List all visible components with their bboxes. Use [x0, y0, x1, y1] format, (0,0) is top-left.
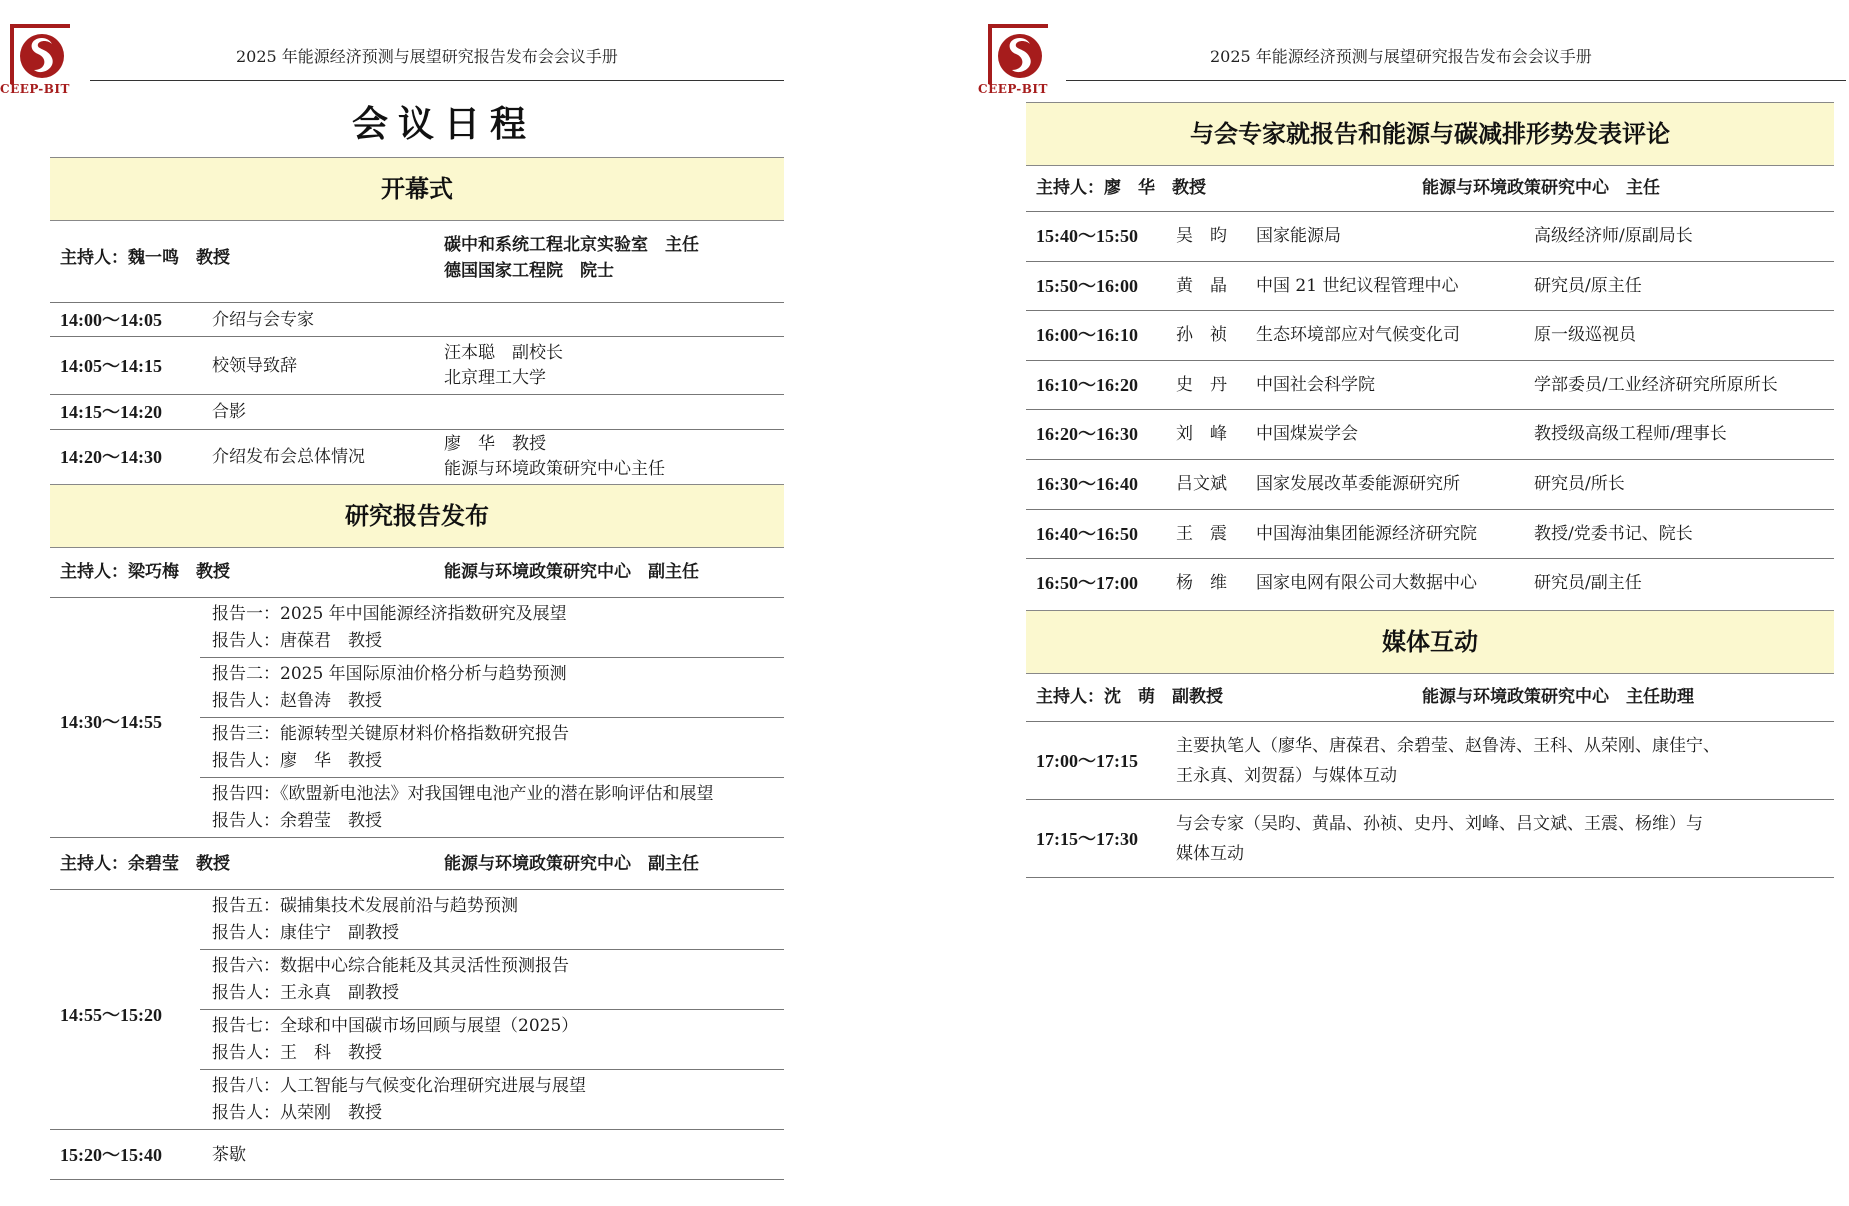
expert-name: 刘 峰 — [1176, 424, 1227, 445]
report-row — [200, 718, 784, 778]
expert-time: 16:30～16:40 — [1036, 474, 1138, 494]
expert-time: 16:10～16:20 — [1036, 374, 1138, 395]
report-speaker: 报告人：康佳宁 副教授 — [212, 923, 399, 943]
row-note: 廖 华 教授 — [444, 434, 546, 454]
release-host-role-2: 能源与环境政策研究中心 副主任 — [444, 854, 699, 874]
media-line: 与会专家（吴昀、黄晶、孙祯、史丹、刘峰、吕文斌、王震、杨维）与 — [1176, 814, 1703, 834]
expert-title: 教授/党委书记、院长 — [1534, 523, 1693, 544]
break-item: 茶歇 — [212, 1145, 246, 1165]
media-time: 17:00～17:15 — [1036, 751, 1138, 771]
expert-org: 中国 21 世纪议程管理中心 — [1256, 275, 1459, 296]
row-note: 汪本聪 副校长 — [444, 343, 563, 363]
right-page — [978, 0, 1849, 1206]
expert-name: 王 震 — [1176, 523, 1227, 544]
expert-org: 生态环境部应对气候变化司 — [1256, 325, 1460, 346]
row-item: 介绍发布会总体情况 — [212, 447, 365, 467]
expert-row — [1026, 212, 1834, 262]
expert-time: 15:40～15:50 — [1036, 226, 1138, 246]
schedule-row — [50, 430, 784, 484]
schedule-row — [50, 395, 784, 430]
break-row — [50, 1130, 784, 1180]
release-section-heading — [50, 484, 784, 548]
expert-row — [1026, 460, 1834, 510]
media-host-row — [1026, 672, 1834, 722]
expert-time: 16:50～17:00 — [1036, 573, 1138, 594]
media-host-role: 能源与环境政策研究中心 主任助理 — [1422, 687, 1694, 707]
report-title: 报告五：碳捕集技术发展前沿与趋势预测 — [212, 896, 518, 916]
row-time: 14:20～14:30 — [60, 447, 162, 467]
report-title: 报告三：能源转型关键原材料价格指数研究报告 — [212, 724, 569, 744]
expert-name: 吕文斌 — [1176, 474, 1227, 494]
row-time: 14:00～14:05 — [60, 310, 162, 330]
schedule-row — [50, 303, 784, 337]
report-title: 报告七：全球和中国碳市场回顾与展望（2025） — [212, 1016, 579, 1036]
expert-title: 学部委员/工业经济研究所原所长 — [1534, 374, 1778, 395]
logo-text: CEEP-BIT — [0, 82, 70, 96]
experts-host: 主持人：廖 华 教授 — [1036, 178, 1206, 198]
expert-title: 研究员/原主任 — [1534, 275, 1642, 296]
expert-org: 国家发展改革委能源研究所 — [1256, 474, 1460, 494]
break-time: 15:20～15:40 — [60, 1145, 162, 1165]
media-line: 媒体互动 — [1176, 844, 1244, 864]
report-speaker: 报告人：赵鲁涛 教授 — [212, 691, 382, 711]
row-note: 能源与环境政策研究中心主任 — [444, 459, 665, 479]
logo-text: CEEP-BIT — [978, 82, 1048, 96]
row-item: 合影 — [212, 402, 246, 422]
expert-org: 国家能源局 — [1256, 226, 1341, 246]
expert-title: 研究员/副主任 — [1534, 573, 1642, 594]
page-title: 会议日程 — [352, 104, 537, 145]
expert-org: 国家电网有限公司大数据中心 — [1256, 573, 1477, 594]
session-divider — [50, 790, 784, 838]
media-heading-text: 媒体互动 — [1382, 628, 1478, 656]
report-title: 报告二：2025 年国际原油价格分析与趋势预测 — [212, 664, 567, 684]
release-host-2: 主持人：余碧莹 教授 — [60, 854, 230, 874]
row-time: 14:15～14:20 — [60, 402, 162, 422]
report-speaker: 报告人：余碧莹 教授 — [212, 811, 382, 831]
report-row — [200, 598, 784, 658]
header-rule — [90, 80, 784, 81]
expert-row — [1026, 311, 1834, 361]
media-time: 17:15～17:30 — [1036, 829, 1138, 849]
report-speaker: 报告人：从荣刚 教授 — [212, 1103, 382, 1123]
expert-name: 史 丹 — [1176, 374, 1227, 395]
report-speaker: 报告人：唐葆君 教授 — [212, 631, 382, 651]
opening-host-row — [50, 219, 784, 303]
row-item: 介绍与会专家 — [212, 310, 314, 330]
opening-heading-text: 开幕式 — [381, 175, 453, 203]
release-host: 主持人：梁巧梅 教授 — [60, 562, 230, 582]
expert-row — [1026, 510, 1834, 560]
report-row — [200, 1010, 784, 1070]
left-page — [0, 0, 800, 1206]
report-row — [200, 658, 784, 718]
expert-name: 孙 祯 — [1176, 325, 1227, 346]
expert-name: 黄 晶 — [1176, 275, 1227, 296]
experts-heading-text: 与会专家就报告和能源与碳减排形势发表评论 — [1190, 120, 1670, 148]
media-host: 主持人：沈 萌 副教授 — [1036, 687, 1223, 707]
expert-row — [1026, 262, 1834, 312]
expert-time: 16:20～16:30 — [1036, 424, 1138, 445]
doc-header-title: 2025 年能源经济预测与展望研究报告发布会会议手册 — [236, 47, 618, 66]
row-note: 北京理工大学 — [444, 368, 546, 388]
expert-title: 高级经济师/原副局长 — [1534, 226, 1693, 246]
expert-org: 中国海油集团能源经济研究院 — [1256, 523, 1477, 544]
report-title: 报告一：2025 年中国能源经济指数研究及展望 — [212, 604, 567, 624]
media-line: 王永真、刘贺磊）与媒体互动 — [1176, 766, 1397, 786]
row-item: 校领导致辞 — [212, 356, 297, 376]
release-host-role: 能源与环境政策研究中心 副主任 — [444, 562, 699, 582]
report-title: 报告四：《欧盟新电池法》对我国锂电池产业的潜在影响评估和展望 — [212, 784, 714, 804]
report-speaker: 报告人：王 科 教授 — [212, 1043, 382, 1063]
report-title: 报告八：人工智能与气候变化治理研究进展与展望 — [212, 1076, 586, 1096]
release-host-row — [50, 546, 784, 598]
media-row — [1026, 800, 1834, 878]
expert-row — [1026, 361, 1834, 411]
release-heading-text: 研究报告发布 — [345, 502, 489, 530]
experts-host-role: 能源与环境政策研究中心 主任 — [1422, 178, 1660, 198]
expert-name: 杨 维 — [1176, 573, 1227, 594]
expert-org: 中国社会科学院 — [1256, 374, 1375, 395]
experts-host-row — [1026, 164, 1834, 212]
report-row — [200, 890, 784, 950]
header-rule — [1066, 80, 1846, 81]
opening-host-role-1: 碳中和系统工程北京实验室 主任 — [444, 235, 699, 255]
expert-org: 中国煤炭学会 — [1256, 424, 1358, 445]
media-section-heading — [1026, 610, 1834, 674]
schedule-row — [50, 337, 784, 395]
expert-row — [1026, 410, 1834, 460]
expert-title: 原一级巡视员 — [1534, 325, 1636, 346]
report-title: 报告六：数据中心综合能耗及其灵活性预测报告 — [212, 956, 569, 976]
expert-name: 吴 昀 — [1176, 226, 1227, 246]
session2-time: 14:55～15:20 — [60, 1005, 162, 1025]
session-divider — [50, 1082, 784, 1130]
expert-row — [1026, 559, 1834, 609]
expert-time: 15:50～16:00 — [1036, 275, 1138, 296]
expert-title: 教授级高级工程师/理事长 — [1534, 424, 1727, 445]
opening-section-heading — [50, 157, 784, 221]
session1-time: 14:30～14:55 — [60, 712, 162, 732]
opening-host: 主持人：魏一鸣 教授 — [60, 248, 230, 268]
media-line: 主要执笔人（廖华、唐葆君、余碧莹、赵鲁涛、王科、从荣刚、康佳宁、 — [1176, 736, 1720, 756]
report-speaker: 报告人：王永真 副教授 — [212, 983, 399, 1003]
expert-time: 16:40～16:50 — [1036, 523, 1138, 544]
media-row — [1026, 722, 1834, 800]
release-host-row-2 — [50, 838, 784, 890]
report-speaker: 报告人：廖 华 教授 — [212, 751, 382, 771]
row-time: 14:05～14:15 — [60, 356, 162, 376]
doc-header-title: 2025 年能源经济预测与展望研究报告发布会会议手册 — [1210, 47, 1592, 66]
experts-section-heading — [1026, 102, 1834, 166]
opening-host-role-2: 德国国家工程院 院士 — [444, 261, 614, 281]
report-row — [200, 950, 784, 1010]
expert-title: 研究员/所长 — [1534, 474, 1625, 494]
expert-time: 16:00～16:10 — [1036, 325, 1138, 346]
